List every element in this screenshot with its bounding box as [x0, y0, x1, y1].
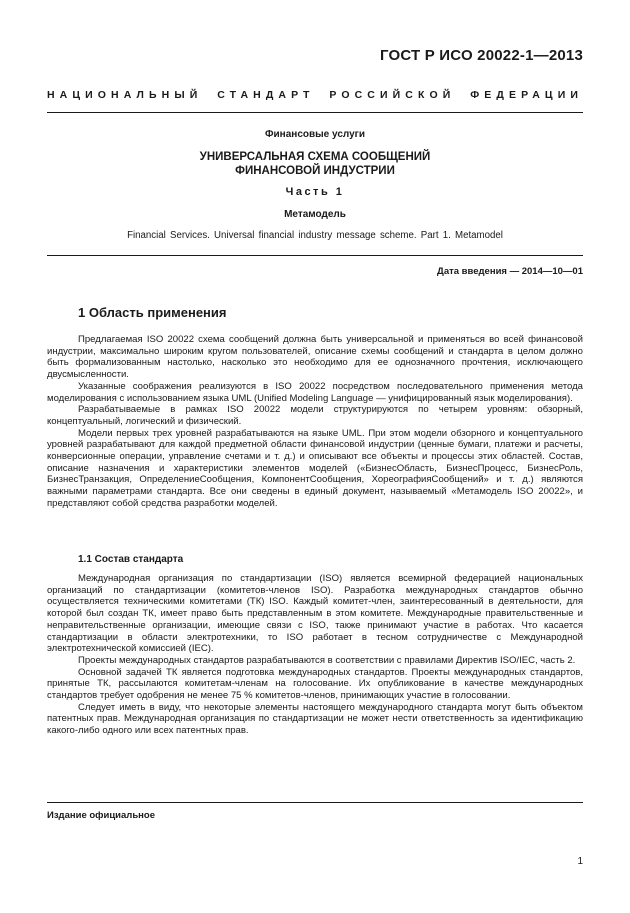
section1-body — [47, 334, 583, 510]
title-rule — [47, 255, 583, 256]
title-group: Финансовые услуги — [265, 129, 365, 140]
edition-note: Издание официальное — [47, 810, 155, 821]
section1-paragraph: Предлагаемая ISO 20022 схема сообщений должна быть универсальной и применяться во всей финансовой индустрии, максимально широким кругом пользователей, описание схемы сообщений и стандарта в целом должно быть формализованным настолько, насколько это необходимо для ее однозначного прочтения, исключающего двусмысленности. — [47, 334, 583, 381]
standard-code: ГОСТ Р ИСО 20022-1—2013 — [379, 47, 583, 64]
section1-1-heading: 1.1 Состав стандарта — [78, 554, 184, 565]
title-main-line1: УНИВЕРСАЛЬНАЯ СХЕМА СООБЩЕНИЙ — [199, 151, 431, 163]
section1-1-paragraph: Проекты международных стандартов разрабатываются в соответствии с правилами Директив ISO/IEC, часть 2. — [78, 654, 576, 666]
section1-1-paragraph: Основной задачей ТК является подготовка международных стандартов. Проекты международных стандартов, принятые ТК, рассылаются комитетам-членам на голосование. Их опубликование в качестве международных стандартов требует одобрения не менее 75 % комитетов-членов, принимающих участие в голосовании. — [47, 666, 583, 702]
section1-paragraph: Указанные соображения реализуются в ISO 20022 посредством последовательного применения метода моделирования с использованием языка UML (Unified Modeling Language — унифицированный язык моделирования). — [47, 380, 583, 404]
page-number: 1 — [577, 856, 583, 867]
intro-date: Дата введения — 2014—10—01 — [437, 266, 583, 277]
section1-paragraph: Модели первых трех уровней разрабатываются на языке UML. При этом модели обзорного и концептуального уровней разрабатывают для каждой предметной области финансовой индустрии (ценные бумаги, платежи и расчеты, конверсионные операции, управление счетами и т. д.) и описывают все объекты и процессы этих областей. Состав, описание назначения и характеристики элементов моделей («БизнесОбласть, БизнесПроцесс, БизнесРоль, БизнесТранзакция, ОпределениеСообщения, КомпонентСообщения, ХореографияСообщений» и т. д.) являются важными параметрами стандарта. Все они сведены в единый документ, называемый «Метамодель ISO 20022», и представляют собой средства разработки моделей. — [47, 427, 583, 509]
section1-1-body — [47, 573, 583, 737]
top-rule — [47, 112, 583, 113]
footer-rule — [47, 802, 583, 803]
section1-1-paragraph: Международная организация по стандартизации (ISO) является всемирной федерацией национальных организаций по стандартизации (комитетов-членов ISO). Разработка международных стандартов обычно осуществляется техническими комитетами (ТК) ISO. Каждый комитет-член, заинтересованный в деятельности, для которой был создан ТК, имеет право быть представленным в этом комитете. Международные правительственные и неправительственные организации, имеющие связи с ISO, также принимают участие в работах. Что касается стандартизации в области электротехники, то ISO работает в тесном сотрудничестве с Международной электротехнической комиссией (IEC). — [47, 573, 583, 655]
national-standard-banner: НАЦИОНАЛЬНЫЙ СТАНДАРТ РОССИЙСКОЙ ФЕДЕРАЦИИ — [47, 89, 583, 101]
section1-heading: 1 Область применения — [78, 305, 227, 320]
title-english: Financial Services. Universal financial industry message scheme. Part 1. Metamodel — [127, 230, 503, 241]
title-main-line2: ФИНАНСОВОЙ ИНДУСТРИИ — [235, 165, 395, 177]
title-subtitle: Метамодель — [284, 209, 346, 220]
section1-paragraph: Разрабатываемые в рамках ISO 20022 модели структурируются по четырем уровням: обзорный, концептуальный, логический и физический. — [47, 404, 583, 427]
section1-1-paragraph: Следует иметь в виду, что некоторые элементы настоящего международного стандарта могут быть объектом патентных прав. Международная организация по стандартизации не может нести ответственность за идентификацию какого-либо одного или всех патентных прав. — [47, 701, 583, 737]
title-part: Часть 1 — [285, 186, 345, 198]
